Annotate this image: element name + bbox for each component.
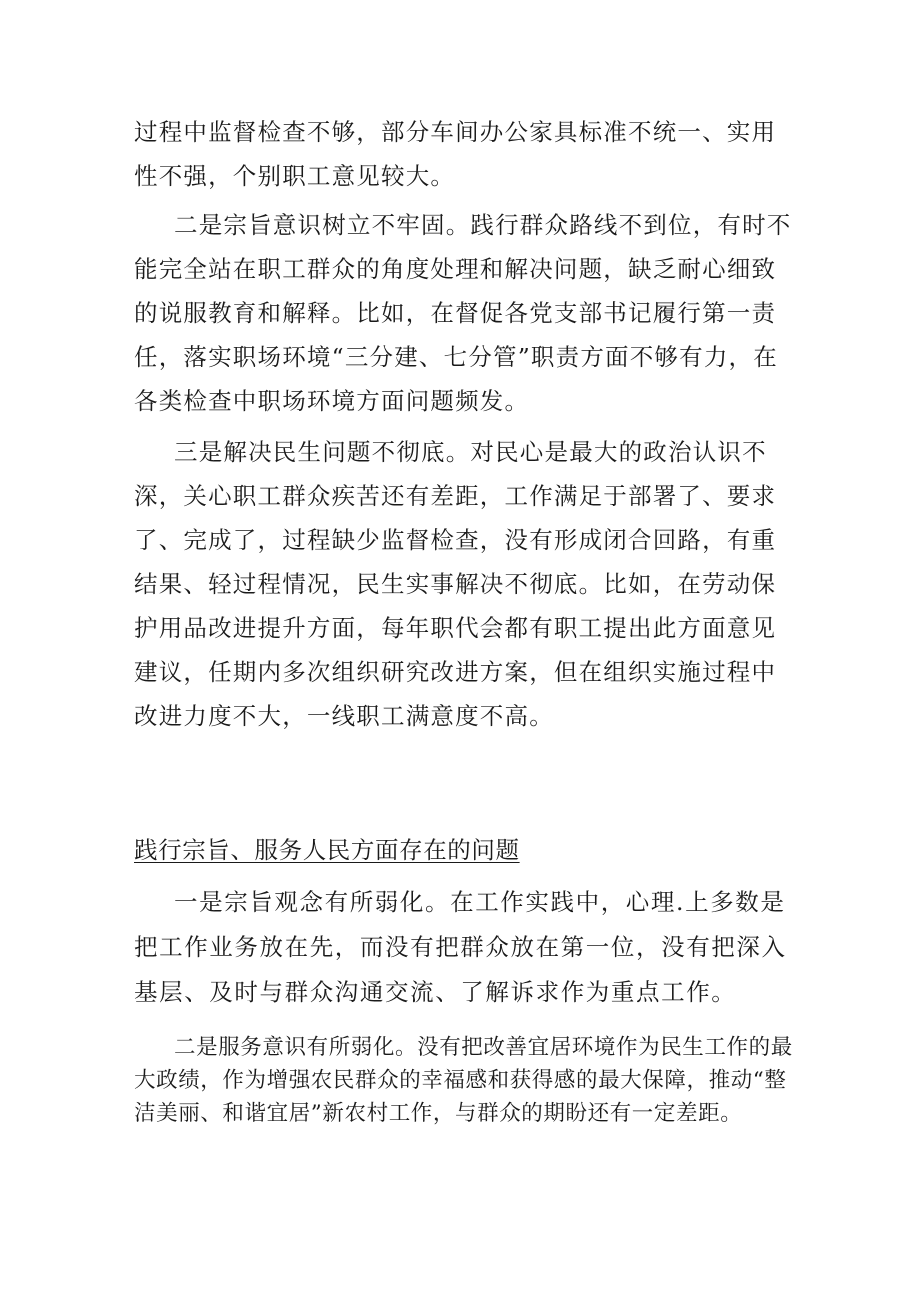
- paragraph-service-awareness: 二是服务意识有所弱化。没有把改善宜居环境作为民生工作的最大政绩，作为增强农民群众的幸福感和获得感的最大保障，推动“整洁美丽、和谐宜居”新农村工作，与群众的期盼还有一定差距。: [134, 1035, 793, 1126]
- paragraph-purpose-awareness: 二是宗旨意识树立不牢固。践行群众路线不到位，有时不能完全站在职工群众的角度处理和解决问题，缺乏耐心细致的说服教育和解释。比如，在督促各党支部书记履行第一责任，落实职场环境“三分建、七分管”职责方面不够有力，在各类检查中职场环境方面问题频发。: [134, 211, 792, 415]
- section-heading: 践行宗旨、服务人民方面存在的问题: [134, 836, 520, 864]
- paragraph-purpose-concept: 一是宗旨观念有所弱化。在工作实践中，心理.上多数是把工作业务放在先，而没有把群众放在第一位，没有把深入基层、及时与群众沟通交流、了解诉求作为重点工作。: [134, 888, 787, 1006]
- paragraph-livelihood-issues: 三是解决民生问题不彻底。对民心是最大的政治认识不深，关心职工群众疾苦还有差距，工作满足于部署了、要求了、完成了，过程缺少监督检查，没有形成闭合回路，有重结果、轻过程情况，民生实事解决不彻底。比如，在劳动保护用品改进提升方面，每年职代会都有职工提出此方面意见建议，任期内多次组织研究改进方案，但在组织实施过程中改进力度不大，一线职工满意度不高。: [134, 438, 777, 730]
- paragraph-continuation: 过程中监督检查不够，部分车间办公家具标准不统一、实用性不强，个别职工意见较大。: [134, 118, 777, 190]
